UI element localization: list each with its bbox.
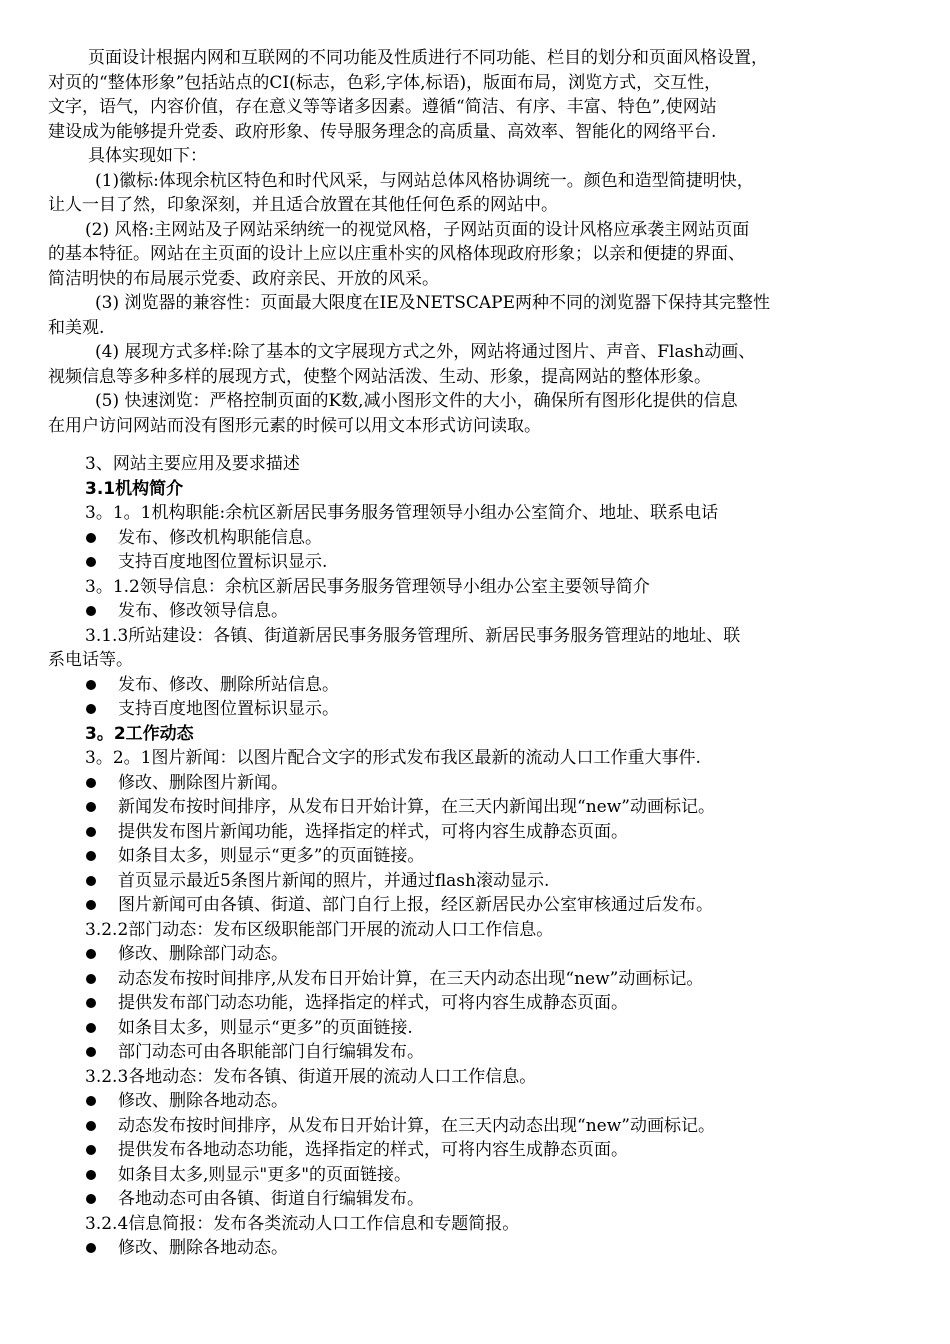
section-3-1-heading: 3.1机构简介: [85, 478, 184, 499]
section-3-2-4: 3.2.4信息简报：发布各类流动人口工作信息和专题简报。: [85, 1213, 520, 1234]
list-item-text: 发布、修改机构职能信息。: [118, 527, 322, 548]
bullet-icon: [86, 1023, 96, 1033]
impl-item-line: (4) 展现方式多样:除了基本的文字展现方式之外，网站将通过图片、声音、Flash动画、: [95, 342, 756, 362]
list-item-text: 动态发布按时间排序，从发布日开始计算，在三天内动态出现“new”动画标记。: [118, 1115, 715, 1136]
impl-item-line: 简洁明快的布局展示党委、政府亲民、开放的风采。: [48, 268, 439, 289]
impl-item-line: (5) 快速浏览：严格控制页面的K数,减小图形文件的大小，确保所有图形化提供的信息: [95, 391, 738, 411]
list-item-text: 新闻发布按时间排序，从发布日开始计算，在三天内新闻出现“new”动画标记。: [118, 797, 715, 817]
list-item-text: 修改、删除各地动态。: [118, 1238, 288, 1258]
list-item-text: 修改、删除图片新闻。: [118, 772, 288, 793]
bullet-icon: [86, 876, 96, 886]
bullet-icon: [86, 1047, 96, 1057]
list-item: [48, 844, 902, 869]
bullet-icon: [86, 1170, 96, 1180]
list-item: [48, 1114, 902, 1139]
impl-title: 具体实现如下：: [88, 146, 207, 166]
section-3-2-2: 3.2.2部门动态：发布区级职能部门开展的流动人口工作信息。: [85, 919, 554, 940]
list-item: [48, 697, 902, 722]
list-item-text: 修改、删除各地动态。: [118, 1091, 288, 1111]
list-item-text: 发布、修改、删除所站信息。: [118, 674, 339, 695]
impl-item-3: [48, 291, 902, 340]
bullet-icon: [86, 1243, 96, 1253]
bullet-icon: [86, 704, 96, 714]
list-item-text: 如条目太多，则显示“更多”的页面链接.: [118, 1017, 413, 1038]
impl-item-line: (3) 浏览器的兼容性：页面最大限度在IE及NETSCAPE两种不同的浏览器下保持其完整性: [95, 293, 771, 313]
list-item-text: 发布、修改领导信息。: [118, 601, 288, 621]
bullet-icon: [86, 606, 96, 616]
bullet-icon: [86, 851, 96, 861]
section-3-1-2: 3。1.2领导信息：余杭区新居民事务服务管理领导小组办公室主要领导简介: [85, 576, 650, 597]
list-item: [48, 1163, 902, 1188]
list-item: [48, 599, 902, 624]
bullet-icon: [86, 998, 96, 1008]
list-item-text: 如条目太多，则显示“更多”的页面链接。: [118, 846, 425, 866]
list-item: [48, 1138, 902, 1163]
list-item: [48, 673, 902, 698]
list-item-text: 图片新闻可由各镇、街道、部门自行上报，经区新居民办公室审核通过后发布。: [118, 895, 713, 915]
list-item: [48, 869, 902, 894]
impl-item-1: [48, 169, 902, 218]
section-3-1-3: 3.1.3所站建设：各镇、街道新居民事务服务管理所、新居民事务服务管理站的地址、联: [85, 625, 741, 646]
impl-item-line: (2) 风格:主网站及子网站采纳统一的视觉风格，子网站页面的设计风格应承袭主网站页面: [85, 219, 750, 240]
impl-item-line: 的基本特征。网站在主页面的设计上应以庄重朴实的风格体现政府形象；以亲和便捷的界面、: [48, 244, 745, 264]
bullet-icon: [86, 974, 96, 984]
list-item-text: 部门动态可由各职能部门自行编辑发布。: [118, 1042, 424, 1062]
bullet-icon: [86, 680, 96, 690]
bullet-icon: [86, 557, 96, 567]
impl-item-line: 视频信息等多种多样的展现方式，使整个网站活泼、生动、形象，提高网站的整体形象。: [48, 366, 711, 387]
intro-line: 页面设计根据内网和互联网的不同功能及性质进行不同功能、栏目的划分和页面风格设置，: [88, 48, 768, 68]
bullet-icon: [86, 900, 96, 910]
list-item: [48, 550, 902, 575]
list-item: [48, 1016, 902, 1041]
section-3-1-3-cont: 系电话等。: [48, 650, 133, 670]
list-item-text: 各地动态可由各镇、街道自行编辑发布。: [118, 1189, 424, 1209]
bullet-icon: [86, 1121, 96, 1131]
bullet-icon: [86, 802, 96, 812]
impl-item-4: [48, 340, 902, 389]
list-item: [48, 991, 902, 1016]
bullet-icon: [86, 533, 96, 543]
list-item: [48, 967, 902, 992]
impl-item-5: [48, 389, 902, 438]
list-item-text: 支持百度地图位置标识显示。: [118, 699, 339, 719]
impl-item-line: 和美观.: [48, 317, 105, 338]
list-item: [48, 1040, 902, 1065]
list-item: [48, 1236, 902, 1261]
list-item: [48, 795, 902, 820]
list-item: [48, 526, 902, 551]
bullet-icon: [86, 778, 96, 788]
list-item: [48, 820, 902, 845]
list-item: [48, 771, 902, 796]
section-3-2-1: 3。2。1图片新闻：以图片配合文字的形式发布我区最新的流动人口工作重大事件.: [85, 748, 701, 768]
list-item: [48, 893, 902, 918]
list-item: [48, 1187, 902, 1212]
list-item: [48, 942, 902, 967]
section-3-1-1: 3。1。1机构职能:余杭区新居民事务服务管理领导小组办公室简介、地址、联系电话: [85, 503, 719, 523]
list-item-text: 动态发布按时间排序,从发布日开始计算，在三天内动态出现“new”动画标记。: [118, 968, 704, 989]
list-item: [48, 1089, 902, 1114]
intro-paragraph: [48, 46, 902, 144]
impl-item-2: [48, 218, 902, 292]
intro-line: 对页的“整体形象”包括站点的CI(标志，色彩,字体,标语)，版面布局，浏览方式，交互性，: [48, 72, 722, 93]
bullet-icon: [86, 1096, 96, 1106]
bullet-icon: [86, 1145, 96, 1155]
list-item-text: 如条目太多,则显示"更多"的页面链接。: [118, 1164, 412, 1185]
intro-line: 建设成为能够提升党委、政府形象、传导服务理念的高质量、高效率、智能化的网络平台.: [48, 121, 717, 142]
bullet-icon: [86, 1194, 96, 1204]
intro-line: 文字，语气，内容价值，存在意义等等诸多因素。遵循“简洁、有序、丰富、特色”,使网站: [48, 97, 717, 117]
impl-item-line: (1)徽标:体现余杭区特色和时代风采，与网站总体风格协调统一。颜色和造型简捷明快，: [95, 170, 754, 191]
list-item-text: 提供发布各地动态功能，选择指定的样式，可将内容生成静态页面。: [118, 1140, 628, 1160]
list-item-text: 修改、删除部门动态。: [118, 944, 288, 964]
list-item-text: 提供发布图片新闻功能，选择指定的样式，可将内容生成静态页面。: [118, 821, 628, 842]
section-3-2-heading: 3。2工作动态: [85, 723, 194, 744]
bullet-icon: [86, 949, 96, 959]
list-item-text: 提供发布部门动态功能，选择指定的样式，可将内容生成静态页面。: [118, 993, 628, 1013]
list-item-text: 支持百度地图位置标识显示.: [118, 552, 328, 572]
list-item-text: 首页显示最近5条图片新闻的照片，并通过flash滚动显示.: [118, 870, 550, 891]
bullet-icon: [86, 827, 96, 837]
section-3-title: 3、网站主要应用及要求描述: [85, 454, 300, 474]
impl-item-line: 在用户访问网站而没有图形元素的时候可以用文本形式访问读取。: [48, 415, 541, 436]
section-3-2-3: 3.2.3各地动态：发布各镇、街道开展的流动人口工作信息。: [85, 1066, 537, 1087]
impl-item-line: 让人一目了然，印象深刻，并且适合放置在其他任何色系的网站中。: [48, 195, 558, 215]
